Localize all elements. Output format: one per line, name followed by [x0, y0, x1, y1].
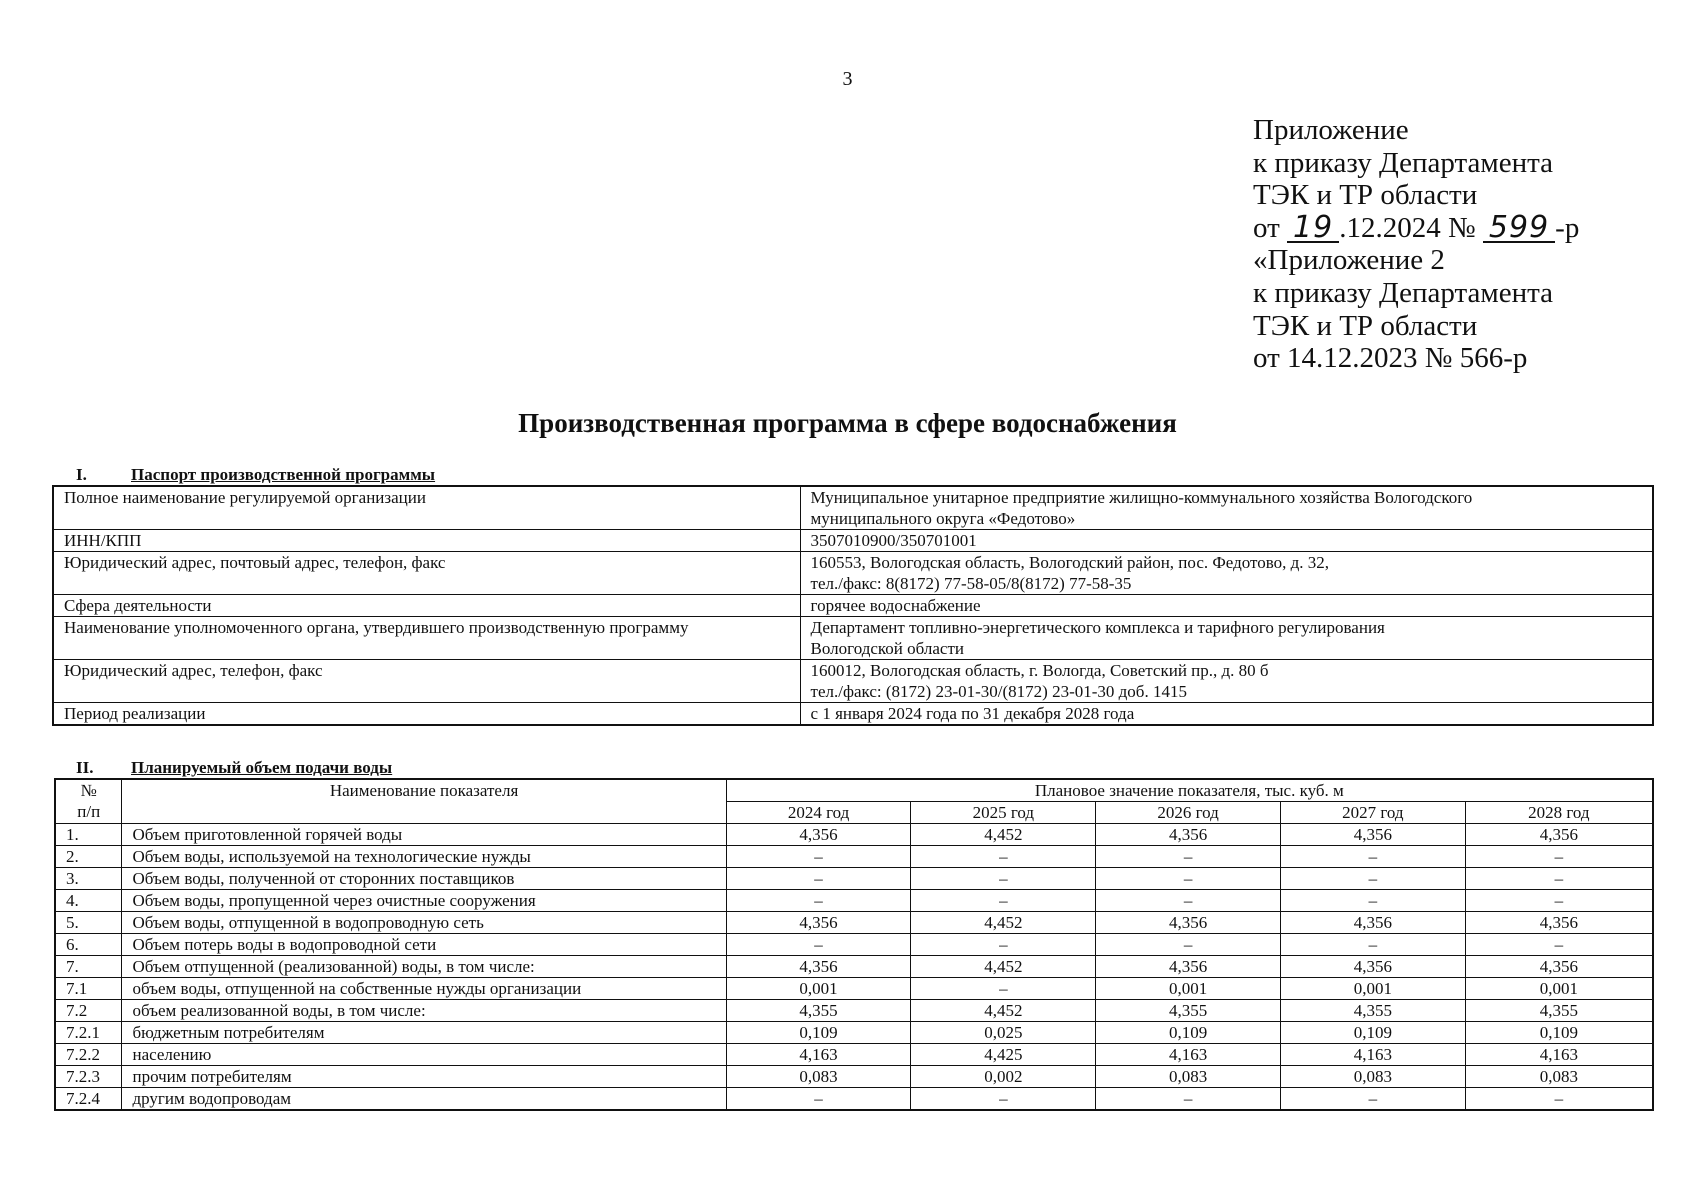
table-row: [55, 1044, 1653, 1066]
indicator-name: Объем воды, пропущенной через очистные сооружения: [122, 890, 726, 912]
indicator-value: 4,163: [1280, 1044, 1465, 1066]
indicator-value: –: [911, 934, 1096, 956]
table-row: [55, 1000, 1653, 1022]
passport-value: [800, 595, 1653, 617]
passport-row: [53, 703, 1653, 726]
indicator-value: 0,109: [726, 1022, 911, 1044]
passport-label: Полное наименование регулируемой организации: [53, 486, 800, 530]
year-header: 2028 год: [1465, 802, 1653, 824]
indicator-name: бюджетным потребителям: [122, 1022, 726, 1044]
indicator-value: 4,356: [726, 912, 911, 934]
passport-value-line: Вологодской области: [810, 639, 964, 658]
column-header-plan: Плановое значение показателя, тыс. куб. м: [726, 779, 1653, 802]
column-header-number: [55, 779, 122, 824]
appendix-date-line: [1253, 209, 1580, 245]
indicator-name: Объем потерь воды в водопроводной сети: [122, 934, 726, 956]
indicator-value: 4,356: [1280, 824, 1465, 846]
row-number: 7.2: [55, 1000, 122, 1022]
indicator-value: –: [726, 846, 911, 868]
indicator-name: Объем воды, полученной от сторонних поставщиков: [122, 868, 726, 890]
indicator-name: Объем отпущенной (реализованной) воды, в том числе:: [122, 956, 726, 978]
appendix-block: [1253, 114, 1579, 375]
table-row: [55, 956, 1653, 978]
row-number: 4.: [55, 890, 122, 912]
indicator-name: Объем приготовленной горячей воды: [122, 824, 726, 846]
passport-value: [800, 552, 1653, 595]
date-rest: .12.2024 №: [1339, 211, 1476, 244]
indicator-name: прочим потребителям: [122, 1066, 726, 1088]
table-row: [55, 890, 1653, 912]
row-number: 5.: [55, 912, 122, 934]
passport-value-line: Департамент топливно-энергетического комплекса и тарифного регулирования: [810, 618, 1385, 637]
appendix-line-1: Приложение: [1253, 114, 1409, 146]
table-row: [55, 868, 1653, 890]
passport-value-line: муниципального округа «Федотово»: [810, 509, 1076, 528]
passport-label: Юридический адрес, телефон, факс: [53, 660, 800, 703]
indicator-value: 4,163: [1465, 1044, 1653, 1066]
passport-value-line: горячее водоснабжение: [810, 596, 981, 615]
appendix-line-8: от 14.12.2023 № 566-р: [1253, 342, 1528, 375]
row-number: 6.: [55, 934, 122, 956]
indicator-value: –: [1465, 934, 1653, 956]
passport-label: Наименование уполномоченного органа, утвердившего производственную программу: [53, 617, 800, 660]
appendix-line-3: ТЭК и ТР области: [1253, 179, 1478, 212]
passport-row: [53, 617, 1653, 660]
indicator-value: 0,083: [726, 1066, 911, 1088]
passport-row: [53, 660, 1653, 703]
indicator-value: 4,163: [1096, 1044, 1281, 1066]
indicator-value: 4,356: [726, 956, 911, 978]
indicator-value: 4,452: [911, 912, 1096, 934]
indicator-value: –: [1465, 846, 1653, 868]
indicator-value: –: [1280, 868, 1465, 890]
indicator-value: –: [1096, 934, 1281, 956]
indicator-name: Объем воды, отпущенной в водопроводную сеть: [122, 912, 726, 934]
table-row: [55, 934, 1653, 956]
table-row: [55, 1066, 1653, 1088]
indicator-value: –: [726, 1088, 911, 1111]
passport-value-line: тел./факс: 8(8172) 77-58-05/8(8172) 77-58-35: [810, 574, 1132, 593]
passport-value-line: тел./факс: (8172) 23-01-30/(8172) 23-01-30 доб. 1415: [810, 682, 1187, 701]
year-header: 2025 год: [911, 802, 1096, 824]
indicator-value: 4,355: [726, 1000, 911, 1022]
header-number-line-1: №: [80, 781, 97, 800]
passport-value: [800, 660, 1653, 703]
section-2-heading: [76, 758, 392, 778]
indicator-value: –: [1280, 1088, 1465, 1111]
table-row: [55, 978, 1653, 1000]
indicator-value: 4,356: [1465, 912, 1653, 934]
indicator-value: 4,356: [1280, 956, 1465, 978]
passport-label: ИНН/КПП: [53, 530, 800, 552]
passport-label: Период реализации: [53, 703, 800, 726]
indicator-name: Объем воды, используемой на технологические нужды: [122, 846, 726, 868]
passport-value-line: 3507010900/350701001: [810, 531, 977, 550]
appendix-line-5: «Приложение 2: [1253, 244, 1445, 277]
indicator-value: 4,425: [911, 1044, 1096, 1066]
indicator-value: –: [1096, 1088, 1281, 1111]
indicator-value: 4,355: [1096, 1000, 1281, 1022]
table-row: [55, 1022, 1653, 1044]
passport-value: [800, 617, 1653, 660]
section-1-heading: [76, 465, 435, 485]
indicator-value: 0,025: [911, 1022, 1096, 1044]
indicator-value: 0,001: [726, 978, 911, 1000]
indicator-value: 0,083: [1465, 1066, 1653, 1088]
appendix-line-2: к приказу Департамента: [1253, 146, 1554, 179]
indicator-value: –: [1096, 890, 1281, 912]
year-header: 2027 год: [1280, 802, 1465, 824]
section-2-number: II.: [76, 758, 94, 777]
indicator-value: –: [1465, 1088, 1653, 1111]
order-suffix: -р: [1555, 211, 1580, 244]
table-row: [55, 846, 1653, 868]
indicator-value: 4,356: [1465, 956, 1653, 978]
date-prefix: от: [1253, 211, 1280, 244]
indicator-value: –: [726, 868, 911, 890]
table-row: [55, 1088, 1653, 1111]
passport-row: [53, 552, 1653, 595]
passport-value: [800, 703, 1653, 726]
indicator-value: 4,355: [1465, 1000, 1653, 1022]
indicator-value: 0,001: [1465, 978, 1653, 1000]
year-header: 2024 год: [726, 802, 911, 824]
indicator-value: 0,109: [1465, 1022, 1653, 1044]
passport-value: [800, 530, 1653, 552]
indicator-value: –: [1096, 846, 1281, 868]
handwritten-order-number: 599: [1483, 215, 1555, 243]
indicator-value: 0,109: [1096, 1022, 1281, 1044]
indicator-value: –: [1465, 868, 1653, 890]
indicator-name: объем воды, отпущенной на собственные нужды организации: [122, 978, 726, 1000]
passport-row: [53, 530, 1653, 552]
appendix-line-7: ТЭК и ТР области: [1253, 309, 1478, 342]
indicator-value: –: [1465, 890, 1653, 912]
indicator-value: –: [911, 846, 1096, 868]
indicator-value: 0,083: [1096, 1066, 1281, 1088]
table-row: [55, 912, 1653, 934]
passport-label: Сфера деятельности: [53, 595, 800, 617]
indicator-value: 0,083: [1280, 1066, 1465, 1088]
indicator-value: –: [1280, 934, 1465, 956]
row-number: 7.2.4: [55, 1088, 122, 1111]
row-number: 3.: [55, 868, 122, 890]
indicator-value: 4,356: [1465, 824, 1653, 846]
indicator-value: –: [911, 890, 1096, 912]
passport-row: [53, 486, 1653, 530]
indicator-value: 4,452: [911, 1000, 1096, 1022]
indicator-value: –: [1280, 890, 1465, 912]
row-number: 7.2.1: [55, 1022, 122, 1044]
passport-row: [53, 595, 1653, 617]
indicator-value: –: [726, 934, 911, 956]
indicator-name: другим водопроводам: [122, 1088, 726, 1111]
indicator-value: –: [1280, 846, 1465, 868]
section-1-number: I.: [76, 465, 87, 484]
indicator-name: населению: [122, 1044, 726, 1066]
passport-label: Юридический адрес, почтовый адрес, телефон, факс: [53, 552, 800, 595]
row-number: 7.2.2: [55, 1044, 122, 1066]
indicator-value: 4,452: [911, 824, 1096, 846]
indicator-value: –: [911, 1088, 1096, 1111]
passport-value: [800, 486, 1653, 530]
year-header: 2026 год: [1096, 802, 1281, 824]
appendix-line-6: к приказу Департамента: [1253, 276, 1554, 309]
indicator-value: 4,356: [1096, 912, 1281, 934]
passport-value-line: Муниципальное унитарное предприятие жилищно-коммунального хозяйства Вологодского: [810, 488, 1473, 507]
indicator-value: 4,356: [1096, 824, 1281, 846]
indicator-value: 0,001: [1096, 978, 1281, 1000]
handwritten-day: 19: [1287, 215, 1339, 243]
row-number: 7.1: [55, 978, 122, 1000]
indicator-value: 0,001: [1280, 978, 1465, 1000]
table-row: [55, 824, 1653, 846]
header-number-line-2: п/п: [77, 802, 101, 821]
passport-table: [52, 485, 1654, 726]
row-number: 7.2.3: [55, 1066, 122, 1088]
column-header-name: Наименование показателя: [122, 779, 726, 824]
passport-value-line: с 1 января 2024 года по 31 декабря 2028 года: [810, 704, 1135, 723]
document-title: Производственная программа в сфере водоснабжения: [518, 408, 1177, 438]
indicator-value: 0,109: [1280, 1022, 1465, 1044]
passport-value-line: 160012, Вологодская область, г. Вологда, Советский пр., д. 80 б: [810, 661, 1269, 680]
row-number: 2.: [55, 846, 122, 868]
row-number: 1.: [55, 824, 122, 846]
indicator-name: объем реализованной воды, в том числе:: [122, 1000, 726, 1022]
indicator-value: 4,163: [726, 1044, 911, 1066]
indicator-value: –: [911, 868, 1096, 890]
section-2-title: Планируемый объем подачи воды: [131, 758, 393, 777]
indicator-value: 4,356: [1096, 956, 1281, 978]
passport-value-line: 160553, Вологодская область, Вологодский район, пос. Федотово, д. 32,: [810, 553, 1330, 572]
section-1-title: Паспорт производственной программы: [131, 465, 436, 484]
indicator-value: 4,356: [726, 824, 911, 846]
indicator-value: 4,355: [1280, 1000, 1465, 1022]
page-number: 3: [842, 68, 853, 90]
indicator-value: –: [911, 978, 1096, 1000]
indicator-value: 4,356: [1280, 912, 1465, 934]
indicator-value: 0,002: [911, 1066, 1096, 1088]
water-volume-table: [54, 778, 1654, 1111]
row-number: 7.: [55, 956, 122, 978]
indicator-value: –: [726, 890, 911, 912]
indicator-value: –: [1096, 868, 1281, 890]
indicator-value: 4,452: [911, 956, 1096, 978]
